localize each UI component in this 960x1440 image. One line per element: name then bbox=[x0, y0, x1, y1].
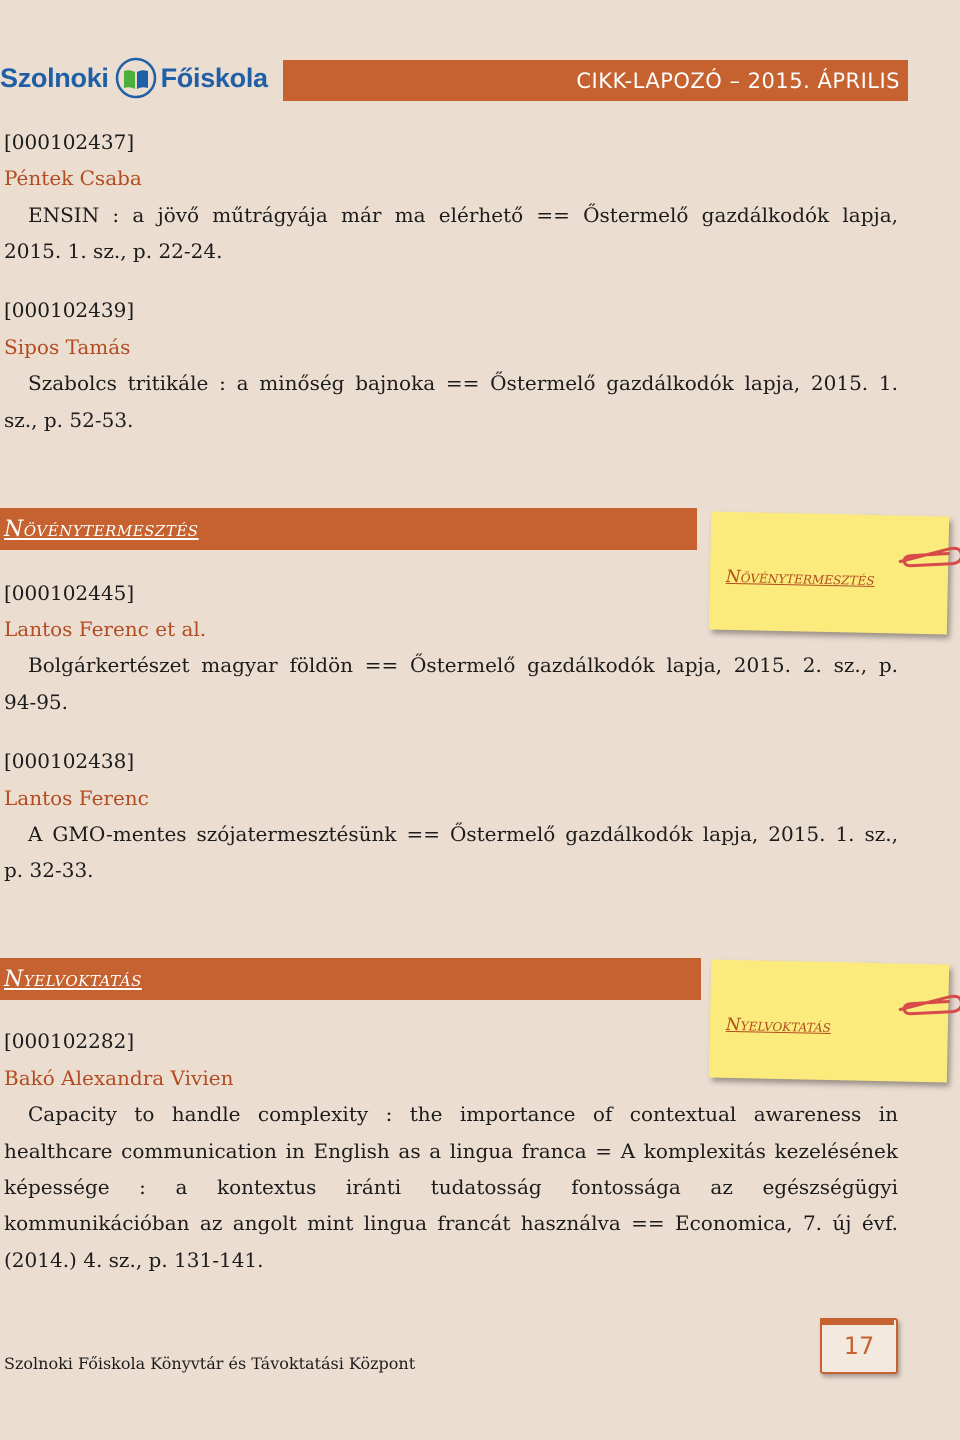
entry-id: [000102445] bbox=[4, 581, 135, 605]
header-bar bbox=[283, 60, 908, 101]
sticky-note-label: Nyelvoktatás bbox=[725, 1014, 832, 1038]
sticky-note-label: Növénytermesztés bbox=[725, 566, 875, 590]
entry-citation-line: képessége : a kontextus iránti tudatosság fontossága az egészségügyi bbox=[4, 1175, 898, 1199]
entry-citation-line: 94-95. bbox=[4, 690, 69, 714]
entry-citation-line: (2014.) 4. sz., p. 131-141. bbox=[4, 1248, 264, 1272]
entry-citation-line: healthcare communication in English as a lingua franca = A komplexitás kezelésének bbox=[4, 1139, 898, 1163]
open-book-icon bbox=[115, 57, 157, 99]
footer-text: Szolnoki Főiskola Könyvtár és Távoktatási Központ bbox=[4, 1354, 416, 1373]
entry-citation-line: 2015. 1. sz., p. 22-24. bbox=[4, 239, 223, 263]
entry-id: [000102439] bbox=[4, 298, 135, 322]
entry-author: Lantos Ferenc bbox=[4, 786, 149, 810]
sticky-note bbox=[709, 512, 949, 635]
entry-author: Péntek Csaba bbox=[4, 166, 142, 190]
paperclip-icon bbox=[898, 543, 960, 570]
entry-citation-line: A GMO-mentes szójatermesztésünk == Őstermelő gazdálkodók lapja, 2015. 1. sz., bbox=[28, 822, 898, 846]
page-number-box bbox=[820, 1318, 898, 1374]
entry-id: [000102282] bbox=[4, 1029, 135, 1053]
logo-text-right: Főiskola bbox=[160, 62, 268, 93]
entry-id: [000102437] bbox=[4, 130, 135, 154]
section-title: Növénytermesztés bbox=[4, 516, 199, 542]
entry-id: [000102438] bbox=[4, 749, 135, 773]
entry-author: Lantos Ferenc et al. bbox=[4, 617, 207, 641]
header-title: CIKK-LAPOZÓ – 2015. ÁPRILIS bbox=[576, 68, 900, 93]
entry-author: Sipos Tamás bbox=[4, 335, 131, 359]
entry-citation-line: sz., p. 52-53. bbox=[4, 408, 134, 432]
sticky-note bbox=[709, 960, 949, 1083]
entry-citation-line: Capacity to handle complexity : the importance of contextual awareness in bbox=[28, 1102, 898, 1126]
page-number: 17 bbox=[843, 1332, 875, 1360]
logo bbox=[0, 54, 268, 102]
entry-citation-line: Szabolcs tritikále : a minőség bajnoka == Őstermelő gazdálkodók lapja, 2015. 1. bbox=[28, 371, 898, 395]
section-header-bar bbox=[0, 508, 697, 550]
page-number-tab bbox=[820, 1318, 894, 1325]
entry-citation-line: p. 32-33. bbox=[4, 858, 94, 882]
section-title: Nyelvoktatás bbox=[4, 966, 142, 992]
paperclip-icon bbox=[898, 991, 960, 1018]
entry-author: Bakó Alexandra Vivien bbox=[4, 1066, 234, 1090]
entry-citation-line: kommunikációban az angolt mint lingua francát használva == Economica, 7. új évf. bbox=[4, 1211, 898, 1235]
entry-citation-line: ENSIN : a jövő műtrágyája már ma elérhető == Őstermelő gazdálkodók lapja, bbox=[28, 203, 898, 227]
logo-text-left: Szolnoki bbox=[0, 62, 109, 93]
entry-citation-line: Bolgárkertészet magyar földön == Őstermelő gazdálkodók lapja, 2015. 2. sz., p. bbox=[28, 653, 898, 677]
section-header-bar bbox=[0, 958, 701, 1000]
